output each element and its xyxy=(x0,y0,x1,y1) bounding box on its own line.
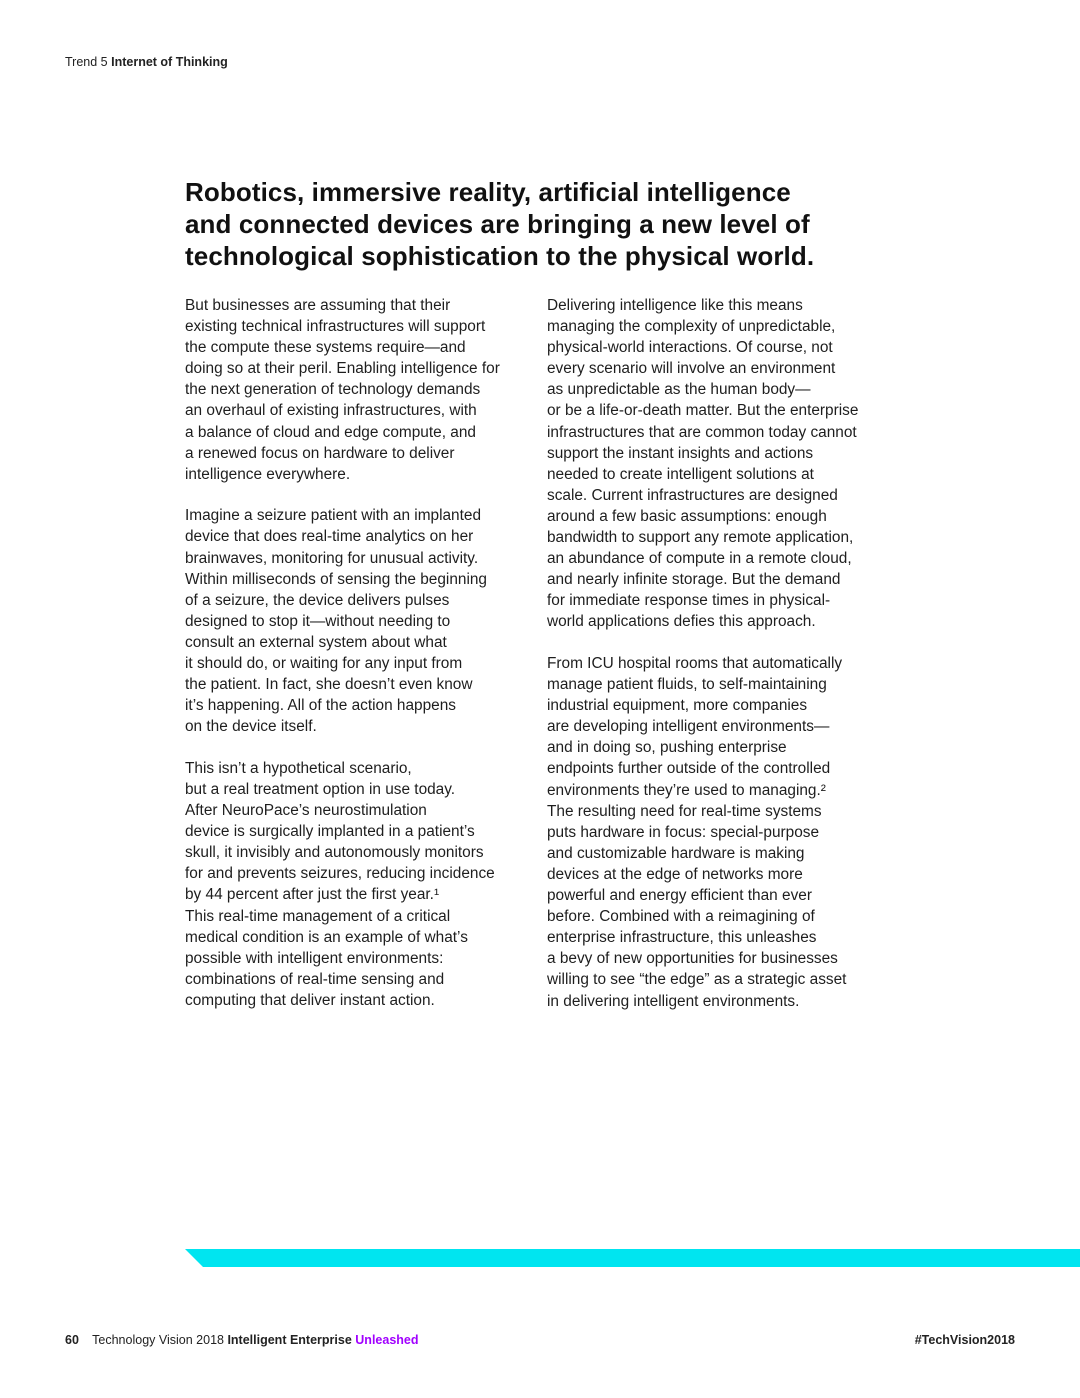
text-line: before. Combined with a reimagining of xyxy=(547,908,815,926)
text-line: support the instant insights and actions xyxy=(547,444,814,462)
text-line: a renewed focus on hardware to deliver xyxy=(185,444,455,462)
text-line: are developing intelligent environments— xyxy=(547,718,830,736)
headline-line: technological sophistication to the physical world. xyxy=(185,241,815,271)
right-column xyxy=(547,295,897,1032)
paragraph-delivering-intelligence xyxy=(547,295,897,633)
text-line: Delivering intelligence like this means xyxy=(547,297,803,314)
text-line: an abundance of compute in a remote cloud, xyxy=(547,550,852,568)
text-line: possible with intelligent environments: xyxy=(185,949,444,967)
text-line: manage patient fluids, to self-maintaining xyxy=(547,676,827,694)
text-line: it’s happening. All of the action happens xyxy=(185,697,456,715)
text-line: on the device itself. xyxy=(185,718,317,736)
text-line: willing to see “the edge” as a strategic asset xyxy=(547,971,847,989)
trend-name: Internet of Thinking xyxy=(111,55,228,69)
headline xyxy=(185,176,885,272)
text-line: Within milliseconds of sensing the beginning xyxy=(185,570,487,588)
text-line: designed to stop it—without needing to xyxy=(185,612,451,630)
text-line: a bevy of new opportunities for businesses xyxy=(547,950,838,968)
text-line: scale. Current infrastructures are designed xyxy=(547,486,838,504)
text-line: combinations of real-time sensing and xyxy=(185,970,445,988)
text-line: intelligence everywhere. xyxy=(185,465,351,483)
text-line: endpoints further outside of the controlled xyxy=(547,760,831,778)
text-line: every scenario will involve an environment xyxy=(547,360,836,378)
text-line: The resulting need for real-time systems xyxy=(547,802,822,820)
text-line: but a real treatment option in use today. xyxy=(185,780,456,798)
text-line: device is surgically implanted in a patient’s xyxy=(185,823,475,841)
text-line: device that does real-time analytics on her xyxy=(185,528,474,546)
text-line: for and prevents seizures, reducing incidence xyxy=(185,865,495,883)
text-line: This isn’t a hypothetical scenario, xyxy=(185,759,412,777)
text-line: the compute these systems require—and xyxy=(185,339,466,357)
report-title-accent: Unleashed xyxy=(355,1333,419,1347)
footer-left xyxy=(65,1333,419,1347)
text-line: world applications defies this approach. xyxy=(547,613,816,631)
text-line: medical condition is an example of what’s xyxy=(185,928,468,946)
text-line: brainwaves, monitoring for unusual activity. xyxy=(185,549,479,567)
text-line: of a seizure, the device delivers pulses xyxy=(185,591,450,609)
running-header xyxy=(65,55,228,69)
decorative-cyan-band xyxy=(185,1249,1080,1267)
left-column xyxy=(185,295,535,1032)
footer-hashtag: #TechVision2018 xyxy=(914,1333,1015,1347)
paragraph-infrastructure xyxy=(185,295,535,485)
text-line: managing the complexity of unpredictable, xyxy=(547,318,836,336)
text-line: or be a life-or-death matter. But the enterprise xyxy=(547,402,859,420)
text-line: as unpredictable as the human body— xyxy=(547,381,811,399)
text-line: infrastructures that are common today cannot xyxy=(547,423,857,441)
trend-label: Trend 5 xyxy=(65,55,108,69)
text-line: for immediate response times in physical- xyxy=(547,592,831,610)
publication-name: Technology Vision 2018 xyxy=(92,1333,224,1347)
text-line: devices at the edge of networks more xyxy=(547,865,803,883)
text-line: and customizable hardware is making xyxy=(547,844,805,862)
text-line: and nearly infinite storage. But the demand xyxy=(547,571,841,589)
text-line: a balance of cloud and edge compute, and xyxy=(185,423,476,441)
text-line: and in doing so, pushing enterprise xyxy=(547,739,787,757)
text-line: bandwidth to support any remote application, xyxy=(547,529,854,547)
paragraph-seizure-patient xyxy=(185,505,535,737)
text-line: around a few basic assumptions: enough xyxy=(547,507,827,525)
text-line: From ICU hospital rooms that automatically xyxy=(547,655,843,672)
text-line: enterprise infrastructure, this unleashes xyxy=(547,929,817,947)
text-line: existing technical infrastructures will support xyxy=(185,318,486,336)
page-number: 60 xyxy=(65,1333,79,1347)
text-line: environments they’re used to managing.² xyxy=(547,781,826,799)
headline-line: and connected devices are bringing a new level of xyxy=(185,209,810,239)
text-line: doing so at their peril. Enabling intelligence for xyxy=(185,360,500,378)
text-line: industrial equipment, more companies xyxy=(547,697,808,715)
text-line: in delivering intelligent environments. xyxy=(547,992,800,1010)
paragraph-intelligent-environments xyxy=(547,653,897,1012)
text-line: After NeuroPace’s neurostimulation xyxy=(185,802,427,820)
text-line: the patient. In fact, she doesn’t even know xyxy=(185,676,473,694)
text-line: the next generation of technology demands xyxy=(185,381,481,399)
text-line: This real-time management of a critical xyxy=(185,907,451,925)
headline-line: Robotics, immersive reality, artificial intelligence xyxy=(185,177,791,207)
text-line: it should do, or waiting for any input from xyxy=(185,655,463,672)
text-line: But businesses are assuming that their xyxy=(185,297,451,314)
text-line: powerful and energy efficient than ever xyxy=(547,887,812,905)
text-line: needed to create intelligent solutions at xyxy=(547,465,814,483)
text-line: puts hardware in focus: special-purpose xyxy=(547,823,820,841)
report-title-bold: Intelligent Enterprise xyxy=(227,1333,352,1347)
text-line: consult an external system about what xyxy=(185,633,447,651)
text-line: Imagine a seizure patient with an implanted xyxy=(185,507,482,525)
text-line: by 44 percent after just the first year.¹ xyxy=(185,886,440,904)
paragraph-neuropace xyxy=(185,758,535,1011)
text-line: skull, it invisibly and autonomously monitors xyxy=(185,844,484,862)
text-line: computing that deliver instant action. xyxy=(185,991,435,1009)
text-line: an overhaul of existing infrastructures, with xyxy=(185,402,477,420)
text-line: physical-world interactions. Of course, not xyxy=(547,339,833,357)
